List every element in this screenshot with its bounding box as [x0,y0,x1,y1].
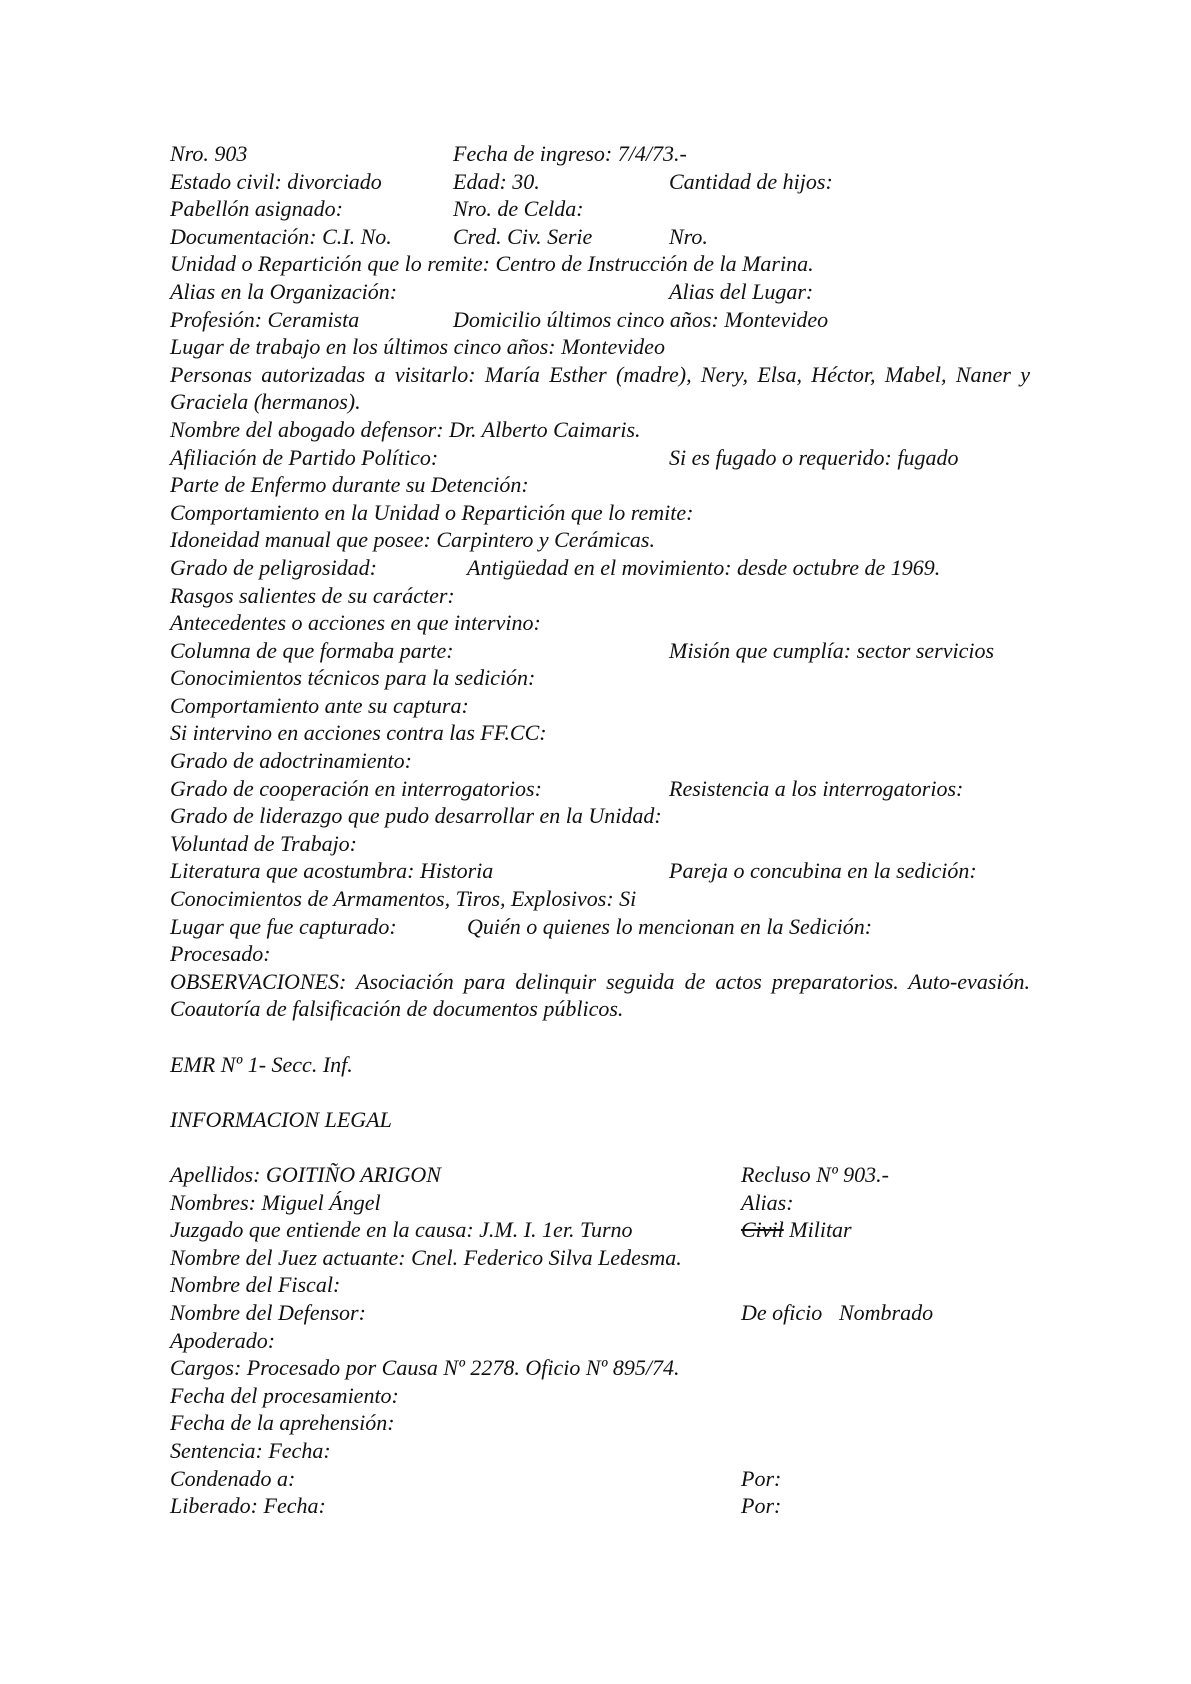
leadership-line [170,802,1030,830]
record-number-line [170,140,1030,168]
indoctrination: Grado de adoctrinamiento: [170,748,412,774]
work-will-line [170,830,1030,858]
literature-line [170,857,1030,885]
literature: Literatura que acostumbra: Historia [170,858,494,884]
judge-line [170,1244,1030,1272]
defender-line [170,1299,1030,1327]
sick-report-line [170,471,1030,499]
danger-line [170,554,1030,582]
names-line [170,1189,1030,1217]
manual-skills-line [170,526,1030,554]
inmate-number: Recluso Nº 903.- [741,1161,889,1187]
documentation-line [170,223,1030,251]
documentation: Documentación: C.I. No. [170,223,392,249]
party-affiliation: Afiliación de Partido Político: [170,444,439,470]
sentenced-to: Condenado a: [170,1465,296,1491]
place-alias: Alias del Lugar: [669,278,814,304]
sentenced-for: Por: [741,1465,782,1491]
alias-line [170,278,1030,306]
leadership: Grado de liderazgo que pudo desarrollar en la Unidad: [170,803,662,829]
capture-behavior: Comportamiento ante su captura: [170,692,469,718]
capture-place-line [170,913,1030,941]
work-will: Voluntad de Trabajo: [170,830,358,856]
released-date: Liberado: Fecha: [170,1493,326,1519]
apprehension-date-line [170,1409,1030,1437]
defender: Nombre del Defensor: [170,1299,366,1325]
processed-line [170,940,1030,968]
escaped-status: Si es fugado o requerido: fugado [669,444,959,470]
prosecutor: Nombre del Fiscal: [170,1272,341,1298]
character-line [170,582,1030,610]
charges-line [170,1354,1030,1382]
ffcc-actions: Si intervino en acciones contra las FF.CC: [170,720,547,746]
entry-date: Fecha de ingreso: 7/4/73.- [453,141,687,166]
children-count: Cantidad de hijos: [669,168,833,194]
age: Edad: 30. [453,168,540,194]
sentence-line [170,1437,1030,1465]
pavilion-line [170,195,1030,223]
apprehension-date: Fecha de la aprehensión: [170,1410,395,1436]
court: Juzgado que entiende en la causa: J.M. I. 1er. Turno [170,1217,633,1243]
unit-behavior: Comportamiento en la Unidad o Repartición que lo remite: [170,499,694,525]
workplace: Lugar de trabajo en los últimos cinco años: Montevideo [170,334,665,360]
pavilion: Pabellón asignado: [170,196,343,222]
sending-unit: Unidad o Repartición que lo remite: Centro de Instrucción de la Marina. [170,251,814,277]
de-oficio: De oficio [741,1299,823,1325]
technical-knowledge: Conocimientos técnicos para la sedición: [170,665,536,691]
partner: Pareja o concubina en la sedición: [669,858,977,884]
movement-seniority: Antigüedad en el movimiento: desde octubre de 1969. [467,554,941,580]
processing-date-line [170,1382,1030,1410]
document-number: Nro. [669,223,708,249]
profession-line [170,306,1030,334]
surnames-line [170,1161,1030,1189]
organization-alias: Alias en la Organización: [170,278,398,304]
processed: Procesado: [170,941,271,967]
prosecutor-line [170,1271,1030,1299]
civic-credential: Cred. Civ. Serie [453,223,593,249]
unit-line [170,250,1030,278]
emr-section: EMR Nº 1- Secc. Inf. [170,1051,353,1077]
court-type [741,1216,852,1244]
column-line [170,637,1030,665]
indoctrination-line [170,747,1030,775]
ffcc-actions-line [170,719,1030,747]
interrogation-resistance: Resistencia a los interrogatorios: [669,775,964,801]
released-for: Por: [741,1493,782,1519]
surnames: Apellidos: GOITIÑO ARIGON [170,1161,441,1187]
given-names: Nombres: Miguel Ángel [170,1189,381,1215]
civil-status: Estado civil: divorciado [170,168,382,194]
proxy-line [170,1327,1030,1355]
charges: Cargos: Procesado por Causa Nº 2278. Oficio Nº 895/74. [170,1355,680,1381]
danger-level: Grado de peligrosidad: [170,554,377,580]
cooperation-line [170,775,1030,803]
capture-behavior-line [170,692,1030,720]
authorized-visitors: Personas autorizadas a visitarlo: María Esther (madre), Nery, Elsa, Héctor, Mabel, Naner y Graciela (hermanos). [170,361,1030,415]
legal-heading: INFORMACION LEGAL [170,1106,392,1132]
interrogation-cooperation: Grado de cooperación en interrogatorios: [170,775,542,801]
document-page [170,140,1030,1520]
military: Militar [789,1217,852,1243]
defense-lawyer: Nombre del abogado defensor: Dr. Alberto Caimaris. [170,416,641,442]
background-line [170,609,1030,637]
processing-date: Fecha del procesamiento: [170,1382,399,1408]
nombrado: Nombrado [839,1299,934,1325]
capture-place: Lugar que fue capturado: [170,913,397,939]
emr-line [170,1051,1030,1079]
mentioned-by: Quién o quienes lo mencionan en la Sedición: [467,913,873,939]
sick-report: Parte de Enfermo durante su Detención: [170,472,529,498]
character-traits: Rasgos salientes de su carácter: [170,582,455,608]
weapons-knowledge: Conocimientos de Armamentos, Tiros, Explosivos: Si [170,886,637,912]
proxy: Apoderado: [170,1327,276,1353]
judge: Nombre del Juez actuante: Cnel. Federico Silva Ledesma. [170,1244,682,1270]
lawyer-line [170,416,1030,444]
sentence-date: Sentencia: Fecha: [170,1437,331,1463]
cell-number: Nro. de Celda: [453,196,584,222]
technical-knowledge-line [170,664,1030,692]
mission: Misión que cumplía: sector servicios [669,637,995,663]
civil-status-line [170,168,1030,196]
sentenced-line [170,1465,1030,1493]
observations: OBSERVACIONES: Asociación para delinquir seguida de actos preparatorios. Auto-evasión. Coautoría de falsificación de documentos públicos. [170,968,1030,1022]
released-line [170,1492,1030,1520]
civil-struck: Civil [741,1217,784,1243]
profession: Profesión: Ceramista [170,306,360,332]
background-actions: Antecedentes o acciones en que intervino: [170,610,541,636]
affiliation-line [170,444,1030,472]
column: Columna de que formaba parte: [170,637,454,663]
manual-skills: Idoneidad manual que posee: Carpintero y Cerámicas. [170,527,655,553]
court-line [170,1216,1030,1244]
workplace-line [170,333,1030,361]
record-number: Nro. 903 [170,141,248,166]
legal-alias: Alias: [741,1189,794,1215]
residence: Domicilio últimos cinco años: Montevideo [453,306,829,332]
legal-heading-line [170,1106,1030,1134]
unit-behavior-line [170,499,1030,527]
weapons-line [170,885,1030,913]
